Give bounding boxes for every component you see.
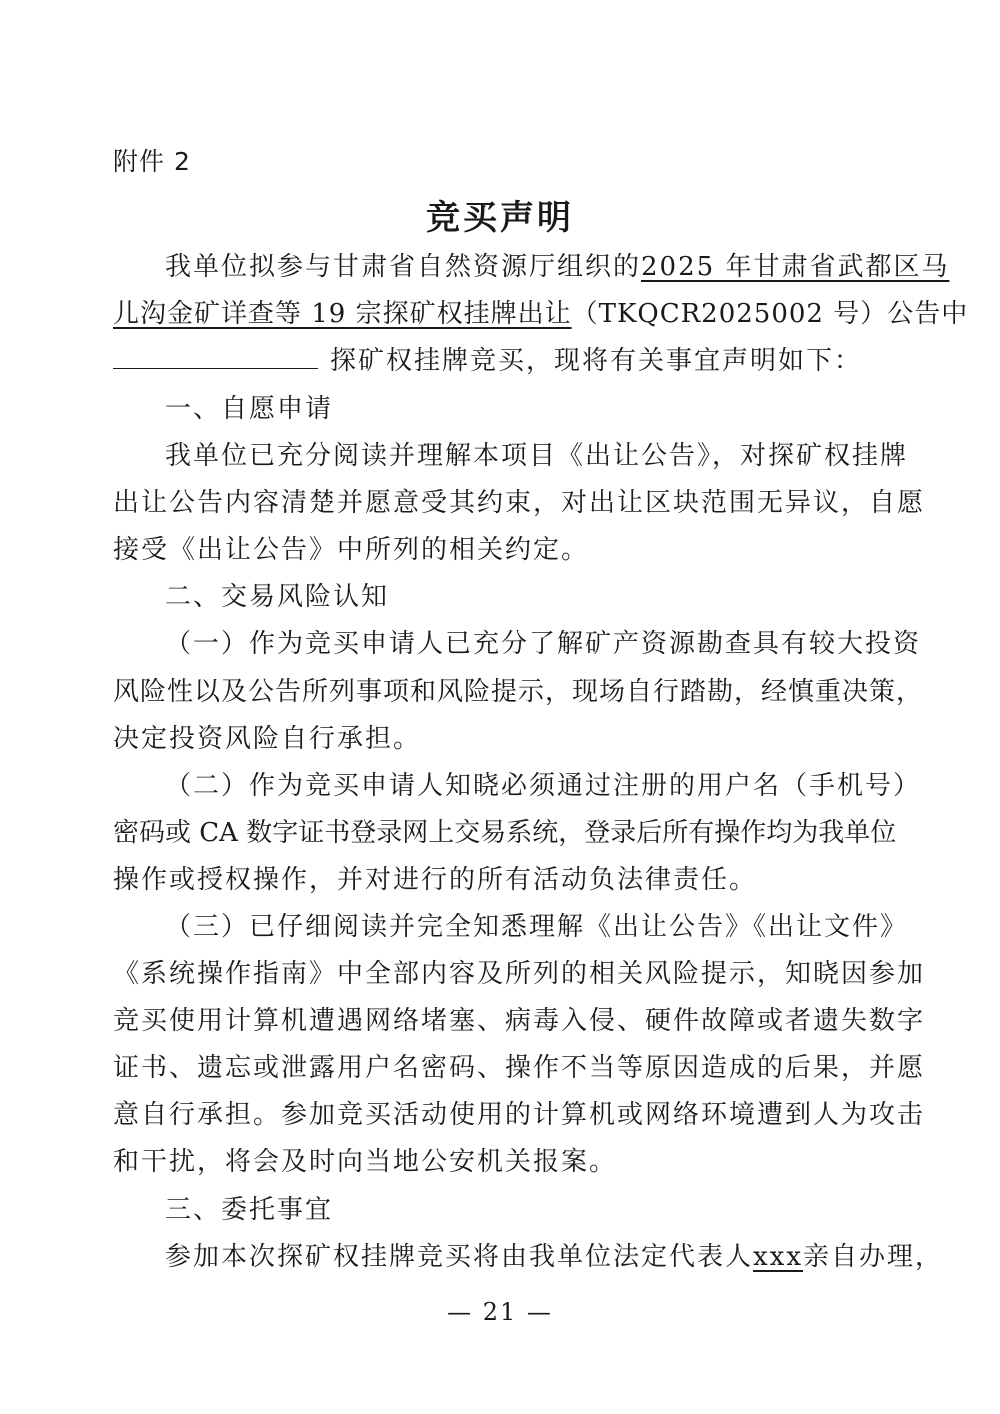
- section2-p3-line: 证书、遗忘或泄露用户名密码、操作不当等原因造成的后果，并愿: [113, 1053, 926, 1083]
- section1-line: 接受《出让公告》中所列的相关约定。: [113, 535, 590, 565]
- legal-representative-name: xxx: [753, 1242, 804, 1272]
- section2-p3-line: 《系统操作指南》中全部内容及所列的相关风险提示，知晓因参加: [113, 959, 926, 989]
- section2-p3-line: （三）已仔细阅读并完全知悉理解《出让公告》《出让文件》: [165, 912, 909, 942]
- section2-p1-line: 决定投资风险自行承担。: [113, 724, 422, 754]
- section2-p2-line: 密码或 CA 数字证书登录网上交易系统，登录后所有操作均为我单位: [113, 818, 897, 848]
- project-name-underlined-cont: 儿沟金矿详查等 19 宗探矿权挂牌出让: [113, 299, 572, 329]
- intro-line-1: 我单位拟参与甘肃省自然资源厅组织的2025 年甘肃省武都区马: [165, 252, 950, 282]
- section2-p3-line: 竞买使用计算机遭遇网络堵塞、病毒入侵、硬件故障或者遗失数字: [113, 1006, 926, 1036]
- section1-line: 我单位已充分阅读并理解本项目《出让公告》，对探矿权挂牌: [165, 441, 909, 471]
- section2-p3-line: 意自行承担。参加竞买活动使用的计算机或网络环境遭到人为攻击: [113, 1100, 926, 1130]
- project-name-underlined: 2025 年甘肃省武都区马: [641, 252, 950, 282]
- section2-p3-line: 和干扰，将会及时向当地公安机关报案。: [113, 1147, 618, 1177]
- section2-p1-line: （一）作为竞买申请人已充分了解矿产资源勘查具有较大投资: [165, 629, 922, 659]
- section2-p2-line: （二）作为竞买申请人知晓必须通过注册的用户名（手机号）: [165, 771, 922, 801]
- section-heading-1: 一、自愿申请: [165, 394, 334, 424]
- section-heading-2: 二、交易风险认知: [165, 582, 390, 612]
- section2-p1-line: 风险性以及公告所列事项和风险提示，现场自行踏勘，经慎重决策，: [113, 677, 924, 707]
- attachment-label: 附件 2: [113, 147, 191, 176]
- section-heading-3: 三、委托事宜: [165, 1195, 334, 1225]
- section1-line: 出让公告内容清楚并愿意受其约束，对出让区块范围无异议，自愿: [113, 488, 926, 518]
- intro-line-2: 儿沟金矿详查等 19 宗探矿权挂牌出让（TKQCR2025002 号）公告中: [113, 299, 969, 329]
- blank-fill-line: [113, 344, 318, 369]
- document-title: 竞买声明: [426, 198, 574, 238]
- intro-line-3: 探矿权挂牌竞买，现将有关事宜声明如下：: [113, 344, 889, 378]
- page-number: — 21 —: [447, 1298, 553, 1326]
- section3-line: 参加本次探矿权挂牌竞买将由我单位法定代表人xxx亲自办理，: [165, 1242, 944, 1272]
- section2-p2-line: 操作或授权操作，并对进行的所有活动负法律责任。: [113, 865, 758, 895]
